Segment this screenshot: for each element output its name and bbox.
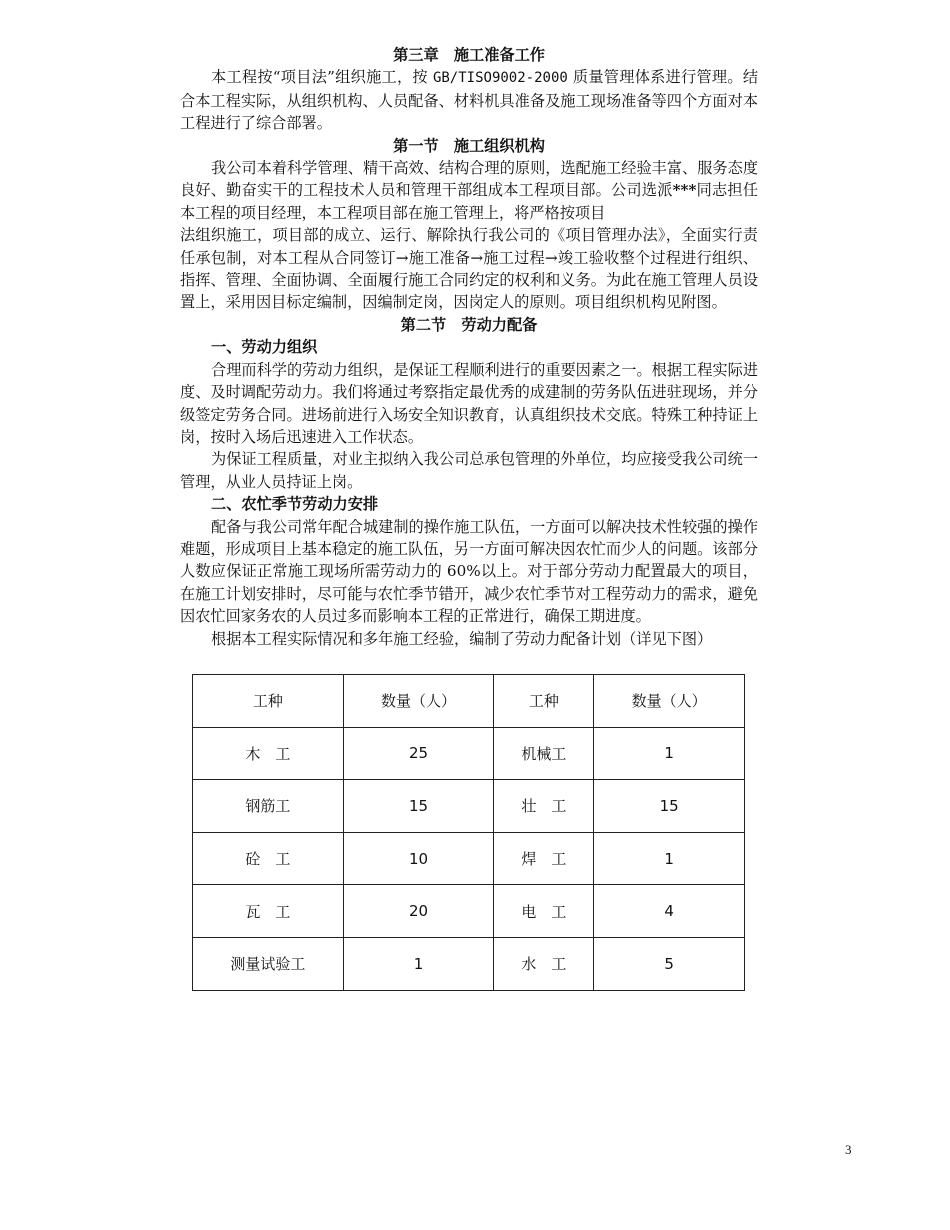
trade-cell: 电 工: [494, 885, 594, 938]
count-cell: 1: [594, 832, 745, 885]
count-cell: 20: [343, 885, 494, 938]
intro-paragraph: [180, 66, 758, 134]
count-cell: 15: [594, 780, 745, 833]
table-row: [193, 780, 745, 833]
trade-cell: 木 工: [193, 727, 344, 780]
trade-cell: 砼 工: [193, 832, 344, 885]
section1-paragraph-c: 法组织施工，项目部的成立、运行、解除执行我公司的《项目管理办法》，全面实行责任承包制，对本工程从合同签订→施工准备→施工过程→竣工验收整个过程进行组织、指挥、管理、全面协调、全面履行施工合同约定的权利和义务。为此在施工管理人员设置上，采用因目标定编制，因编制定岗，因岗定人的原则。项目组织机构见附图。: [180, 226, 758, 312]
subsection2-paragraph-1: 配备与我公司常年配合城建制的操作施工队伍，一方面可以解决技术性较强的操作难题，形成项目上基本稳定的施工队伍，另一方面可解决因农忙而少人的问题。该部分人数应保证正常施工现场所需劳动力的 60%以上。对于部分劳动力配置最大的项目，在施工计划安排时，尽可能与农忙季节错开，减少农忙季节对工程劳动力的需求，避免因农忙回家务农的人员过多而影响本工程的正常进行，确保工期进度。: [180, 517, 758, 626]
count-cell: 25: [343, 727, 494, 780]
table-row: [193, 727, 745, 780]
trade-cell: 焊 工: [494, 832, 594, 885]
count-cell: 10: [343, 832, 494, 885]
chapter-title: 第三章 施工准备工作: [393, 46, 545, 64]
trade-cell: 测量试验工: [193, 937, 344, 990]
intro-text-b: 质量管理体系进行管理。结合本工程实际，从组织机构、人员配备、材料机具准备及施工现场准备等四个方面对本工程进行了综合部署。: [180, 68, 759, 133]
trade-cell: 水 工: [494, 937, 594, 990]
subsection1-title: 一、劳动力组织: [211, 338, 318, 357]
page-number: 3: [845, 1142, 852, 1157]
intro-text-a: 本工程按“项目法”组织施工，按: [211, 68, 433, 87]
trade-cell: 钢筋工: [193, 780, 344, 833]
section1-title: 第一节 施工组织机构: [393, 136, 545, 155]
trade-cell: 机械工: [494, 727, 594, 780]
subsection1-paragraph-2: 为保证工程质量，对业主拟纳入我公司总承包管理的外单位，均应接受我公司统一管理，从业人员持证上岗。: [180, 450, 758, 491]
section1-paragraph-a: [180, 157, 758, 224]
manager-placeholder: ***: [672, 181, 697, 200]
header-trade-1: 工种: [193, 675, 344, 728]
table-row: [193, 832, 745, 885]
table-row: [193, 937, 745, 990]
count-cell: 4: [594, 885, 745, 938]
labor-allocation-table: [192, 674, 745, 991]
section2-title: 第二节 劳动力配备: [400, 315, 538, 334]
standard-code: GB/TISO9002-2000: [432, 70, 568, 87]
header-count-1: 数量（人）: [343, 675, 494, 728]
count-cell: 1: [594, 727, 745, 780]
section1-text-a: 我公司本着科学管理、精干高效、结构合理的原则，选配施工经验丰富、服务态度良好、勤奋实干的工程技术人员和管理干部组成本工程项目部。公司选派: [180, 159, 758, 200]
subsection2-title: 二、农忙季节劳动力安排: [211, 495, 379, 514]
count-cell: 15: [343, 780, 494, 833]
subsection2-paragraph-2: 根据本工程实际情况和多年施工经验，编制了劳动力配备计划（详见下图）: [211, 629, 713, 648]
header-trade-2: 工种: [494, 675, 594, 728]
count-cell: 1: [343, 937, 494, 990]
trade-cell: 壮 工: [494, 780, 594, 833]
table-header-row: [193, 675, 745, 728]
document-body: [180, 44, 758, 650]
header-count-2: 数量（人）: [594, 675, 745, 728]
subsection1-paragraph-1: 合理而科学的劳动力组织，是保证工程顺利进行的重要因素之一。根据工程实际进度、及时调配劳动力。我们将通过考察指定最优秀的成建制的劳务队伍进驻现场，并分级签定劳务合同。进场前进行入场安全知识教育，认真组织技术交底。特殊工种持证上岗，按时入场后迅速进入工作状态。: [180, 360, 758, 446]
trade-cell: 瓦 工: [193, 885, 344, 938]
section1-text-b: 同志担任本工程的项目经理，本工程项目部在施工管理上，将严格按项目: [180, 181, 759, 222]
table-row: [193, 885, 745, 938]
count-cell: 5: [594, 937, 745, 990]
